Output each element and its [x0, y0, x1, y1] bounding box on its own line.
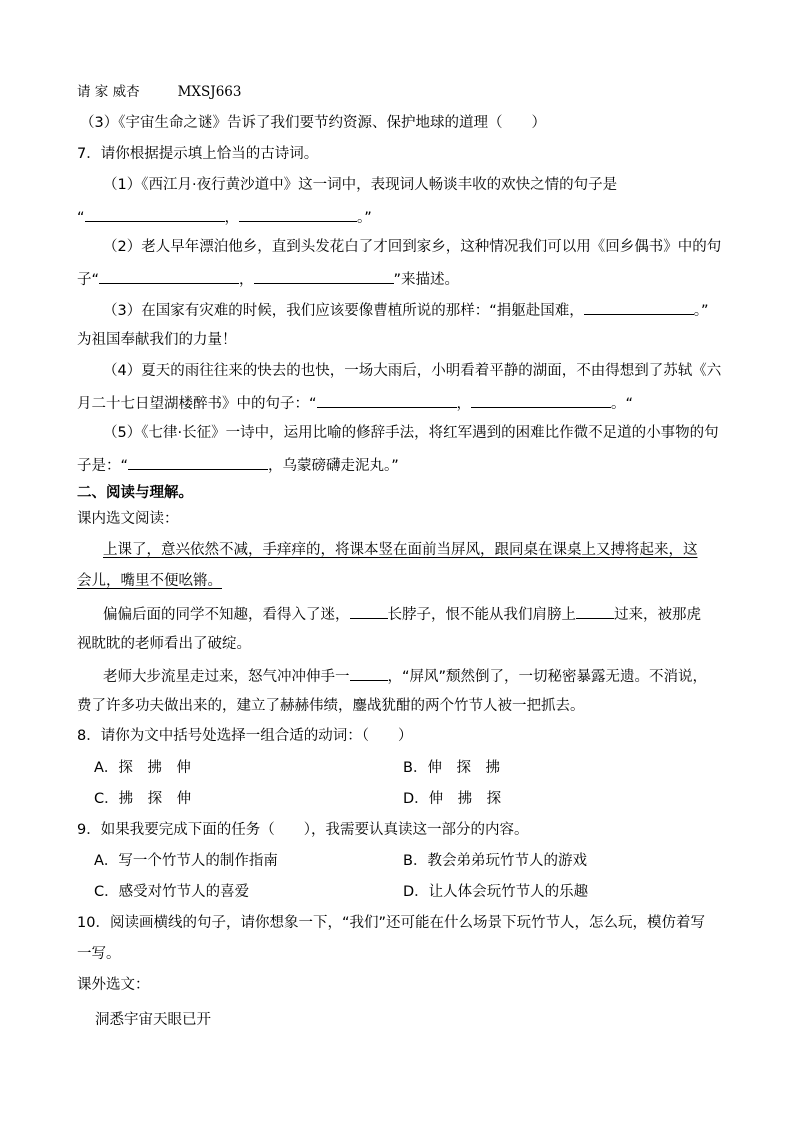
question-7-5-text: （5）《七律·长征》一诗中，运用比喻的修辞手法，将红军遇到的困难比作微不足道的小事物的句	[103, 425, 719, 441]
passage-paragraph-3-line-2: 费了许多功夫做出来的，建立了赫赫伟绩，鏖战犹酣的两个竹节人被一把抓去。	[77, 698, 585, 714]
passage-text: 老师大步流星走过来，怒气冲冲伸手一	[103, 669, 350, 685]
passage-text: ，“屏风”颓然倒了，一切秘密暴露无遗。不消说，	[387, 669, 708, 685]
question-9-option-a[interactable]: A．写一个竹节人的制作指南	[94, 853, 278, 869]
answer-blank[interactable]	[128, 454, 268, 470]
passage-paragraph-2-line-2: 视眈眈的老师看出了破绽。	[77, 636, 251, 652]
answer-blank[interactable]	[85, 206, 225, 222]
text-start: 月二十七日望湖楼醉书》中的句子：“	[77, 396, 317, 412]
quote-close: 。”	[357, 210, 372, 226]
text-end: ”来描述。	[393, 272, 460, 288]
question-7-2-text: （2）老人早年漂泊他乡，直到头发花白了才回到家乡，这种情况我们可以用《回乡偶书》中的句	[103, 239, 722, 255]
page-header	[77, 82, 717, 102]
question-9-stem: 9．如果我要完成下面的任务（ ），我需要认真读这一部分的内容。	[77, 822, 529, 838]
passage-text: 长脖子，恨不能从我们肩膀上	[387, 607, 576, 623]
question-10-line-1: 10．阅读画横线的句子，请你想象一下，“我们”还可能在什么场景下玩竹节人，怎么玩，模仿着写	[77, 915, 705, 931]
quote-close: 。”	[693, 303, 709, 319]
answer-blank[interactable]	[471, 392, 611, 408]
question-7-5-answer-line	[77, 454, 717, 476]
quote-open: “	[77, 210, 85, 226]
question-8-option-b[interactable]: B．伸 探 拂	[403, 760, 500, 776]
answer-blank[interactable]	[99, 268, 239, 284]
question-8-stem: 8．请你为文中括号处选择一组合适的动词：（ ）	[77, 728, 413, 744]
text-end: ，乌蒙磅礴走泥丸。”	[268, 458, 399, 474]
question-6-3: （3）《宇宙生命之谜》告诉了我们要节约资源、保护地球的道理（ ）	[80, 115, 546, 131]
answer-blank[interactable]	[317, 392, 457, 408]
question-9-option-d[interactable]: D．让人体会玩竹节人的乐趣	[403, 884, 589, 900]
passage-text: 过来，被那虎	[614, 607, 701, 623]
answer-blank[interactable]	[239, 206, 357, 222]
text-start: 子“	[77, 272, 100, 288]
question-10-line-2: 一写。	[77, 946, 121, 962]
section-2-heading: 二、阅读与理解。	[77, 485, 193, 501]
answer-blank[interactable]	[350, 603, 388, 619]
extra-reading-intro: 课外选文：	[77, 977, 150, 993]
question-7-3-text: （3）在国家有灾难的时候，我们应该要像曹植所说的那样：“捐躯赴国难，	[103, 303, 584, 319]
question-9-option-c[interactable]: C．感受对竹节人的喜爱	[94, 884, 250, 900]
answer-blank[interactable]	[576, 603, 614, 619]
header-code: MXSJ663	[177, 84, 242, 100]
question-7-2-answer-line	[77, 268, 717, 290]
question-8-option-a[interactable]: A．探 拂 伸	[94, 760, 191, 776]
separator: ，	[224, 210, 240, 226]
text-start: 子是：“	[77, 458, 129, 474]
question-9-option-b[interactable]: B．教会弟弟玩竹节人的游戏	[403, 853, 587, 869]
question-7-3-cont: 为祖国奉献我们的力量！	[77, 332, 237, 348]
question-7-4-answer-line	[77, 392, 717, 414]
section-2-intro: 课内选文阅读：	[77, 511, 179, 527]
question-7-4-text: （4）夏天的雨往往来的快去的也快，一场大雨后，小明看着平静的湖面，不由得想到了苏轼《六	[103, 363, 722, 379]
separator: ，	[239, 272, 254, 288]
answer-blank[interactable]	[254, 268, 394, 284]
header-title: 请 家 威杏	[77, 84, 140, 100]
separator: ，	[456, 396, 472, 412]
passage-underlined-sentence-1: 上课了，意兴依然不减，手痒痒的，将课本竖在面前当屏风，跟同桌在课桌上又搏将起来，这	[103, 542, 698, 558]
passage-text: 偏偏后面的同学不知趣，看得入了迷，	[103, 607, 350, 623]
question-7-stem: 7．请你根据提示填上恰当的古诗词。	[77, 146, 319, 162]
passage-paragraph-3-line-1	[103, 665, 743, 687]
answer-blank[interactable]	[584, 299, 694, 315]
question-7-3-line	[103, 299, 743, 321]
extra-reading-title: 洞悉宇宙天眼已开	[95, 1012, 211, 1028]
text-end: 。“	[611, 396, 634, 412]
answer-blank[interactable]	[350, 665, 388, 681]
question-7-1-answer-line	[77, 206, 717, 228]
question-8-option-c[interactable]: C．拂 探 伸	[94, 791, 192, 807]
passage-underlined-sentence-2: 会儿，嘴里不便吆锵。	[77, 573, 222, 589]
passage-paragraph-2-line-1	[103, 603, 743, 625]
question-8-option-d[interactable]: D．伸 拂 探	[403, 791, 502, 807]
question-7-1-text: （1）《西江月·夜行黄沙道中》这一词中，表现词人畅谈丰收的欢快之情的句子是	[103, 177, 618, 193]
